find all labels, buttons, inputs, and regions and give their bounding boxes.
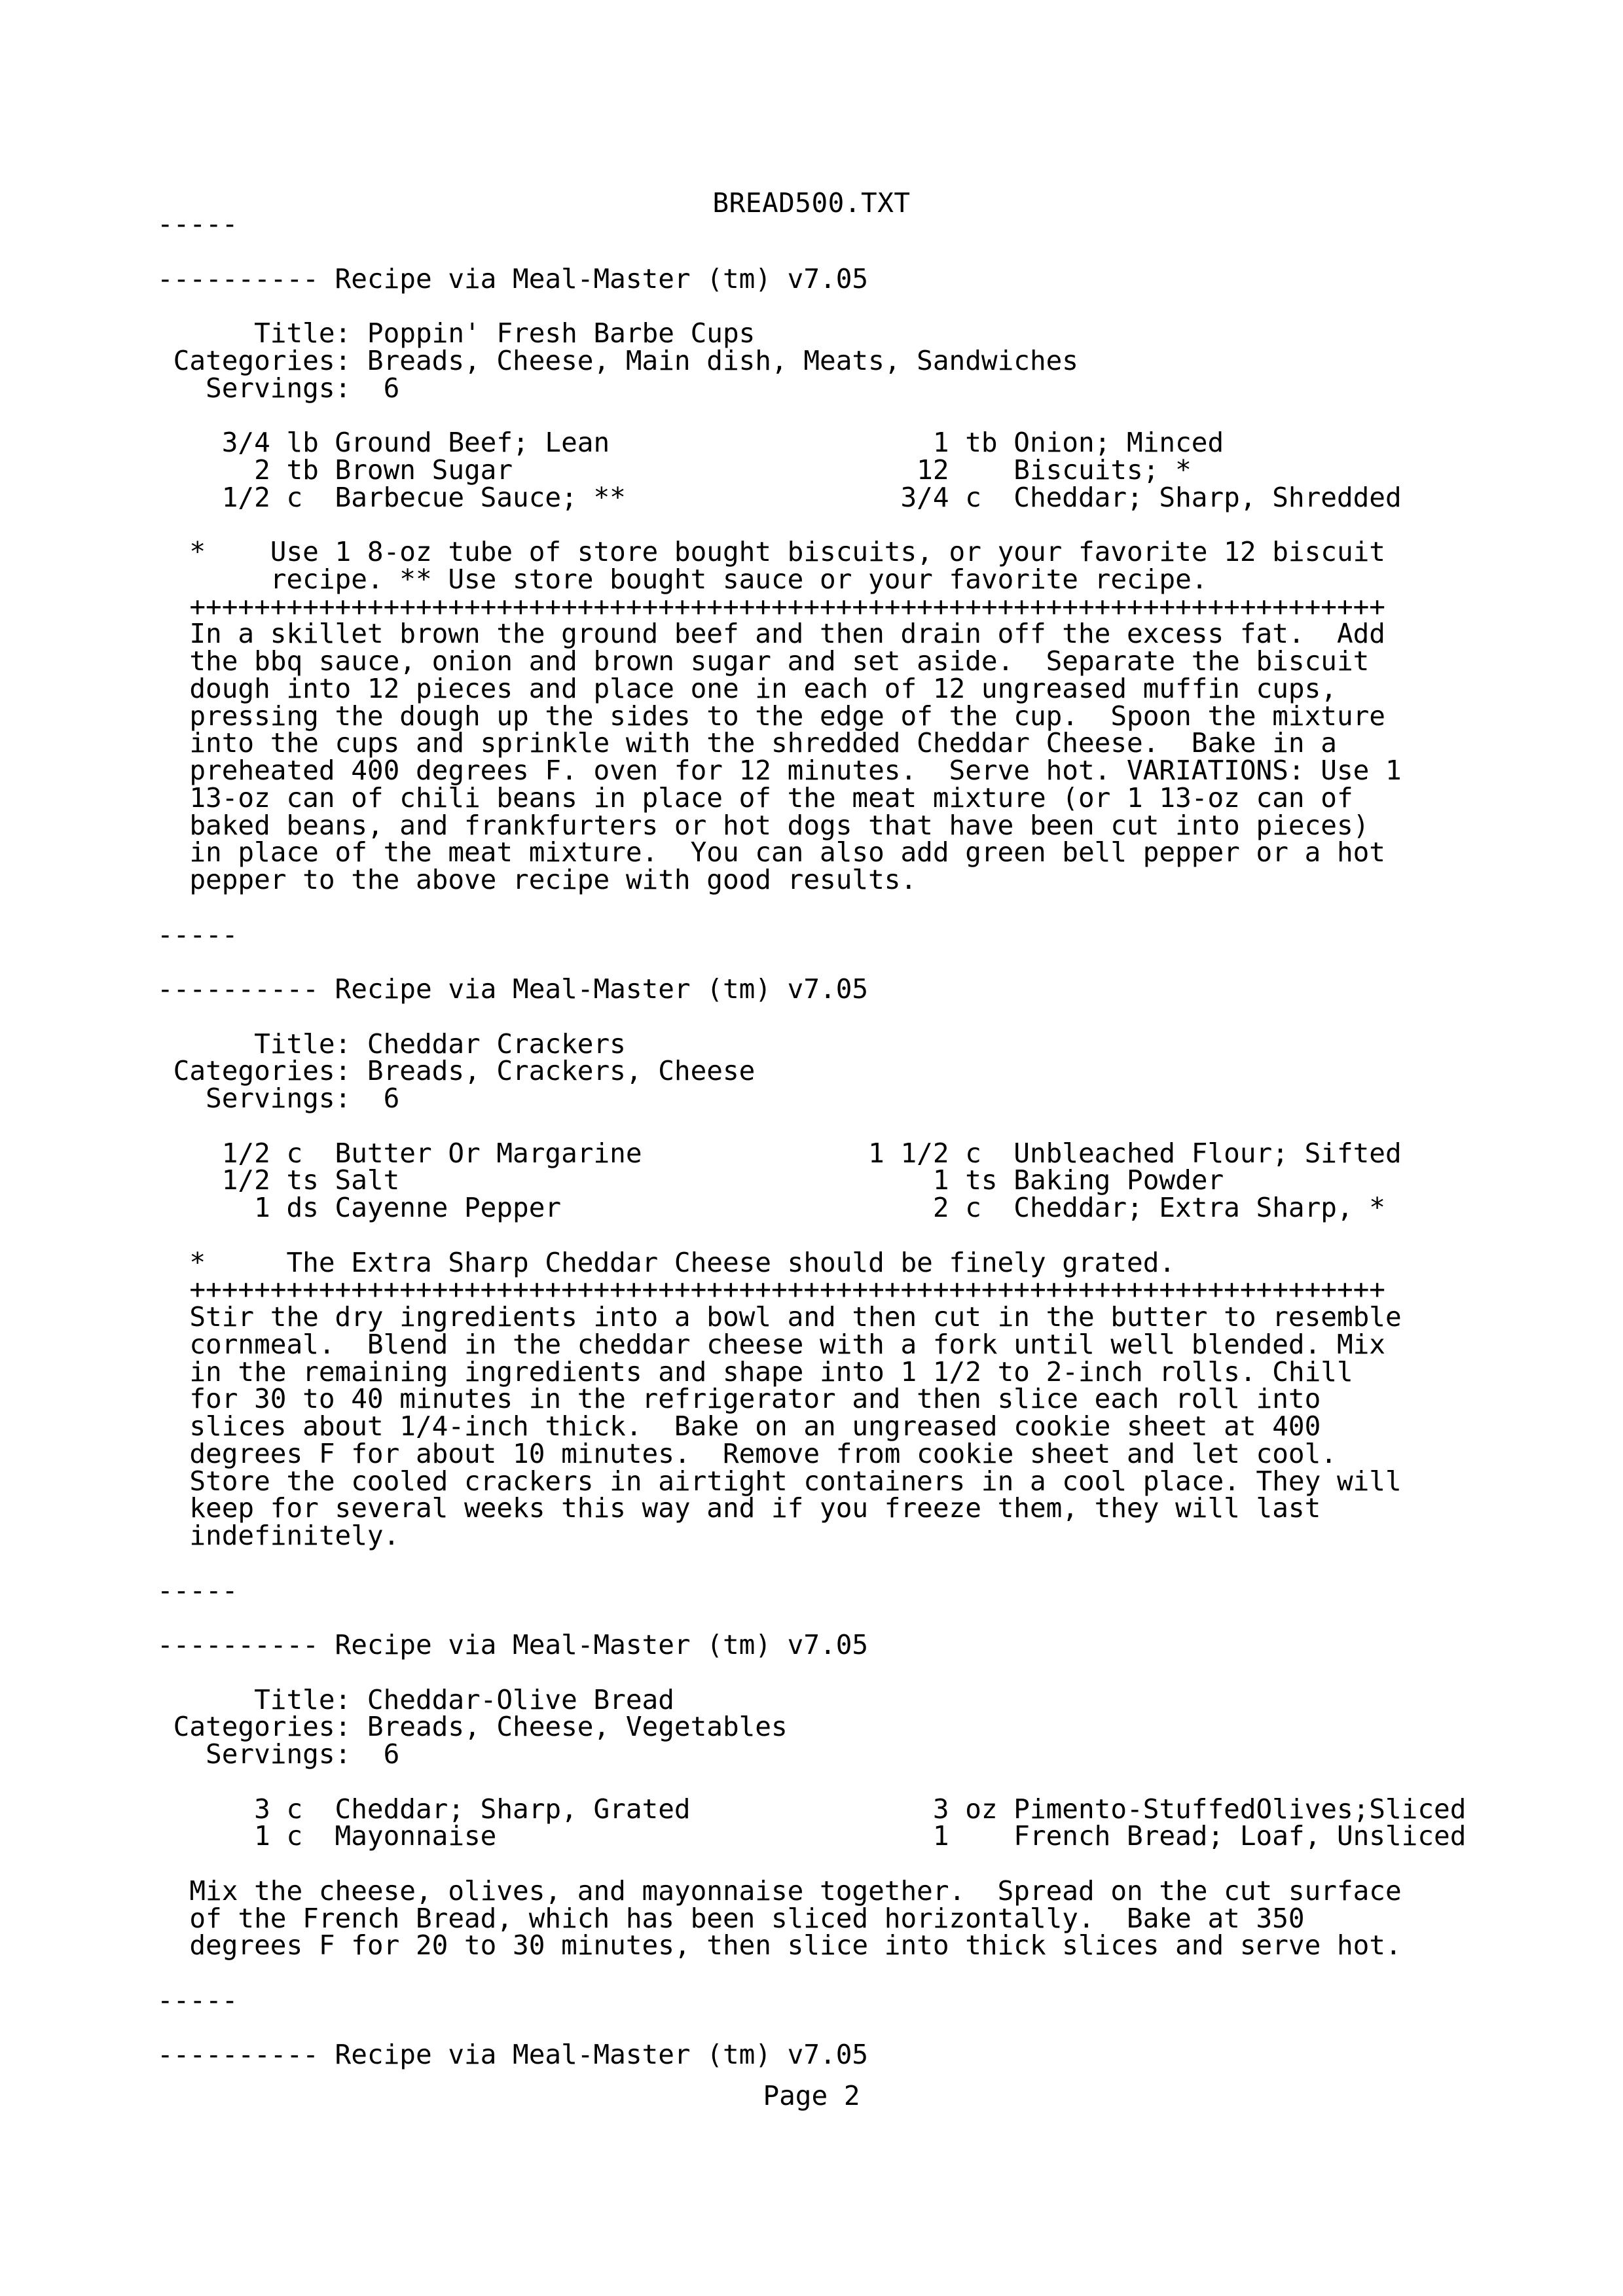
text-line: -----	[157, 1574, 238, 1606]
blank-line	[157, 1960, 1466, 1987]
text-line: 13-oz can of chili beans in place of the meat mixture (or 1 13-oz can of	[157, 781, 1353, 814]
blank-line	[157, 1659, 1466, 1687]
blank-line	[157, 1113, 1466, 1140]
text-line: 3 c Cheddar; Sharp, Grated 3 oz Pimento-StuffedOlives;Sliced	[157, 1793, 1467, 1825]
text-line: * Use 1 8-oz tube of store bought biscuits, or your favorite 12 biscuit	[157, 536, 1385, 567]
blank-line	[157, 1768, 1466, 1796]
text-line: Title: Poppin' Fresh Barbe Cups	[157, 317, 756, 349]
text-line: Store the cooled crackers in airtight containers in a cool place. They will	[157, 1465, 1402, 1497]
text-line: 1 ds Cayenne Pepper 2 c Cheddar; Extra Sharp, *	[157, 1192, 1385, 1223]
text-line: Categories: Breads, Cheese, Main dish, Meats, Sandwiches	[157, 344, 1078, 376]
text-line: slices about 1/4-inch thick. Bake on an ungreased cookie sheet at 400	[157, 1410, 1321, 1442]
text-line: -----	[157, 208, 238, 240]
text-line: baked beans, and frankfurters or hot dogs that have been cut into pieces)	[157, 809, 1370, 841]
text-line: 2 tb Brown Sugar 12 Biscuits; *	[157, 454, 1192, 486]
text-line: recipe. ** Use store bought sauce or your favorite recipe.	[157, 563, 1208, 595]
recipe-text-body	[157, 208, 1467, 2071]
text-line: ---------- Recipe via Meal-Master (tm) v7.05	[157, 1629, 869, 1660]
text-line: ---------- Recipe via Meal-Master (tm) v7.05	[157, 973, 869, 1005]
text-line: 1 c Mayonnaise 1 French Bread; Loaf, Unsliced	[157, 1820, 1467, 1852]
text-line: Title: Cheddar Crackers	[157, 1028, 626, 1060]
text-line: 1/2 ts Salt 1 ts Baking Powder	[157, 1164, 1224, 1196]
text-line: Stir the dry ingredients into a bowl and then cut in the butter to resemble	[157, 1301, 1402, 1333]
text-line: Categories: Breads, Cheese, Vegetables	[157, 1711, 788, 1743]
blank-line	[157, 1550, 1466, 1577]
text-line: Servings: 6	[157, 1738, 400, 1770]
blank-line	[157, 894, 1466, 922]
text-line: 3/4 lb Ground Beef; Lean 1 tb Onion; Minced	[157, 427, 1224, 458]
text-line: for 30 to 40 minutes in the refrigerator and then slice each roll into	[157, 1383, 1321, 1415]
text-line: Title: Cheddar-Olive Bread	[157, 1683, 674, 1715]
text-line: preheated 400 degrees F. oven for 12 minutes. Serve hot. VARIATIONS: Use 1	[157, 755, 1402, 786]
text-line: of the French Bread, which has been sliced horizontally. Bake at 350	[157, 1902, 1305, 1934]
text-line: ++++++++++++++++++++++++++++++++++++++++++++++++++++++++++++++++++++++++++	[157, 590, 1385, 622]
blank-line	[157, 511, 1466, 539]
text-line: ---------- Recipe via Meal-Master (tm) v7.05	[157, 2039, 869, 2071]
text-line: indefinitely.	[157, 1520, 400, 1551]
text-line: ---------- Recipe via Meal-Master (tm) v7.05	[157, 262, 869, 295]
text-line: Mix the cheese, olives, and mayonnaise together. Spread on the cut surface	[157, 1874, 1402, 1907]
text-line: -----	[157, 918, 238, 950]
page-number: Page 2	[763, 2080, 860, 2111]
blank-line	[157, 1222, 1466, 1249]
text-line: -----	[157, 1984, 238, 2016]
text-line: ++++++++++++++++++++++++++++++++++++++++++++++++++++++++++++++++++++++++++	[157, 1274, 1385, 1306]
text-line: In a skillet brown the ground beef and then drain off the excess fat. Add	[157, 618, 1385, 650]
blank-line	[157, 402, 1466, 429]
text-line: into the cups and sprinkle with the shredded Cheddar Cheese. Bake in a	[157, 727, 1337, 759]
text-line: Categories: Breads, Crackers, Cheese	[157, 1055, 756, 1087]
blank-line	[157, 1604, 1466, 1632]
file-name-header: BREAD500.TXT	[712, 187, 911, 219]
text-line: * The Extra Sharp Cheddar Cheese should be finely grated.	[157, 1246, 1176, 1278]
text-line: 1/2 c Barbecue Sauce; ** 3/4 c Cheddar; Sharp, Shredded	[157, 481, 1402, 513]
blank-line	[157, 1850, 1466, 1878]
blank-line	[157, 948, 1466, 976]
text-line: keep for several weeks this way and if you freeze them, they will last	[157, 1492, 1321, 1524]
text-line: in the remaining ingredients and shape into 1 1/2 to 2-inch rolls. Chill	[157, 1355, 1353, 1388]
text-line: in place of the meat mixture. You can also add green bell pepper or a hot	[157, 836, 1385, 869]
text-line: dough into 12 pieces and place one in each of 12 ungreased muffin cups,	[157, 672, 1337, 704]
text-line: pepper to the above recipe with good results.	[157, 864, 917, 895]
text-line: Servings: 6	[157, 372, 400, 404]
text-line: the bbq sauce, onion and brown sugar and set aside. Separate the biscuit	[157, 645, 1370, 677]
text-line: 1/2 c Butter Or Margarine 1 1/2 c Unbleached Flour; Sifted	[157, 1137, 1402, 1169]
blank-line	[157, 238, 1466, 266]
text-line: Servings: 6	[157, 1083, 400, 1114]
text-line: degrees F for about 10 minutes. Remove from cookie sheet and let cool.	[157, 1437, 1337, 1469]
blank-line	[157, 1003, 1466, 1031]
blank-line	[157, 293, 1466, 320]
text-line: cornmeal. Blend in the cheddar cheese with a fork until well blended. Mix	[157, 1328, 1385, 1360]
blank-line	[157, 2015, 1466, 2042]
text-line: degrees F for 20 to 30 minutes, then slice into thick slices and serve hot.	[157, 1929, 1402, 1962]
text-line: pressing the dough up the sides to the edge of the cup. Spoon the mixture	[157, 700, 1385, 732]
